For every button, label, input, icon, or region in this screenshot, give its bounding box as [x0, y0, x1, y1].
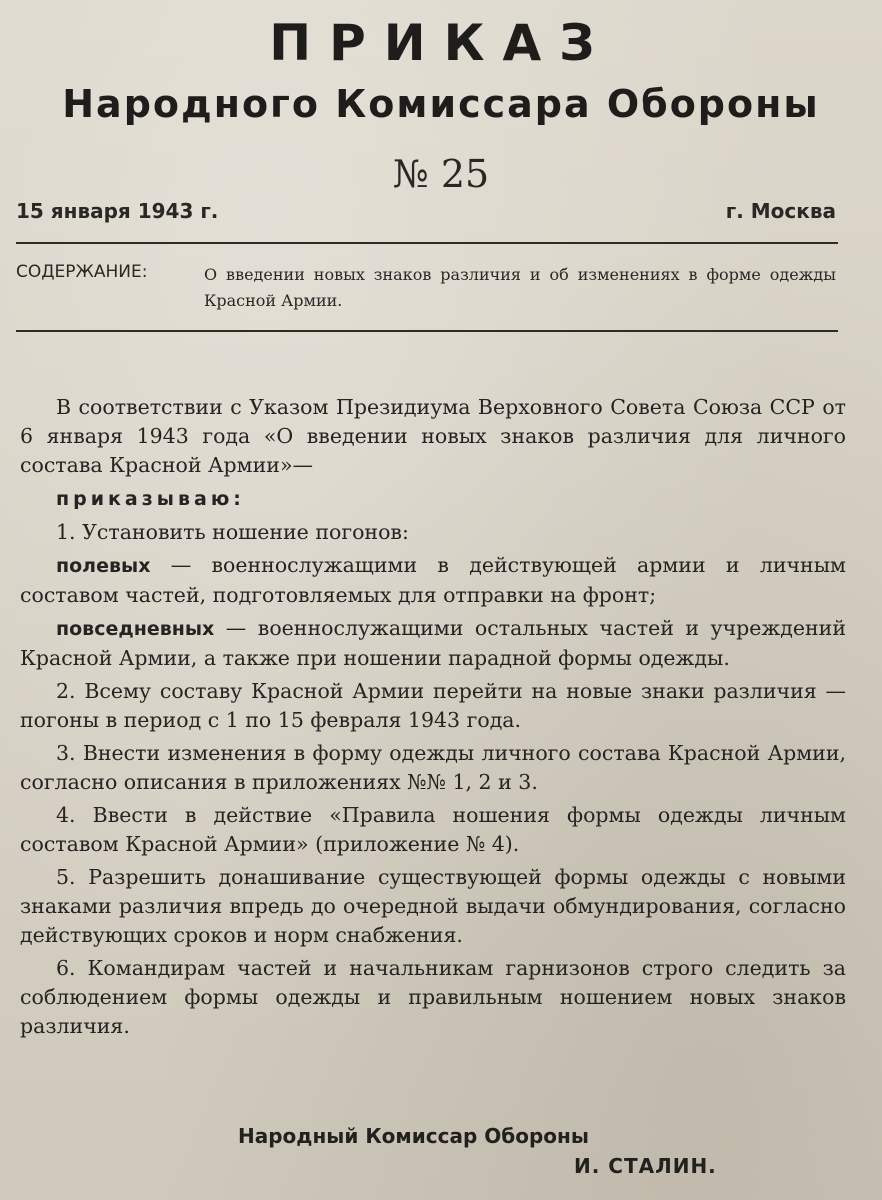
document-title: ПРИКАЗ: [269, 14, 613, 72]
signature-title: Народный Комиссар Обороны: [238, 1124, 589, 1148]
item-1b: [20, 614, 846, 673]
order-date: 15 января 1943 г.: [16, 199, 219, 223]
content-text: О введении новых знаков различия и об изменениях в форме одежды Красной Армии.: [204, 265, 836, 310]
order-city: г. Москва: [725, 199, 836, 223]
signature-name: И. СТАЛИН.: [574, 1154, 717, 1178]
item-4: 4. Ввести в действие «Правила ношения формы одежды личным составом Красной Армии» (приложение № 4).: [20, 803, 846, 856]
item-1: 1. Установить ношение погонов:: [56, 520, 409, 544]
order-body: [20, 393, 846, 1041]
top-divider: [16, 242, 838, 244]
content-label: СОДЕРЖАНИЕ:: [16, 262, 148, 282]
item-2: 2. Всему составу Красной Армии перейти на новые знаки различия — погоны в период с 1 по 15 февраля 1943 года.: [20, 679, 846, 732]
order-word: [20, 484, 846, 514]
item-1a: [20, 551, 846, 610]
item-5: 5. Разрешить донашивание существующей формы одежды с новыми знаками различия впредь до очередной выдачи обмундирования, согласно действующих сроков и норм снабжения.: [20, 865, 846, 947]
order-word-text: приказываю:: [56, 488, 245, 510]
document-subtitle: Народного Комиссара Обороны: [62, 82, 820, 126]
item-1a-text: — военнослужащими в действующей армии и личным составом частей, подготовляемых для отправки на фронт;: [20, 553, 846, 607]
item-1b-text: — военнослужащими остальных частей и учреждений Красной Армии, а также при ношении парадной формы одежды.: [20, 616, 846, 670]
intro-paragraph: В соответствии с Указом Президиума Верховного Совета Союза ССР от 6 января 1943 года «О введении новых знаков различия для личного состава Красной Армии»—: [20, 395, 846, 477]
bottom-divider: [16, 330, 838, 332]
item-3: 3. Внести изменения в форму одежды личного состава Красной Армии, согласно описания в приложениях №№ 1, 2 и 3.: [20, 741, 846, 794]
item-6: 6. Командирам частей и начальникам гарнизонов строго следить за соблюдением формы одежды и правильным ношением новых знаков различия.: [20, 956, 846, 1038]
item-1b-term: повседневных: [56, 618, 215, 640]
order-number: № 25: [392, 152, 490, 196]
item-1a-term: полевых: [56, 555, 151, 577]
